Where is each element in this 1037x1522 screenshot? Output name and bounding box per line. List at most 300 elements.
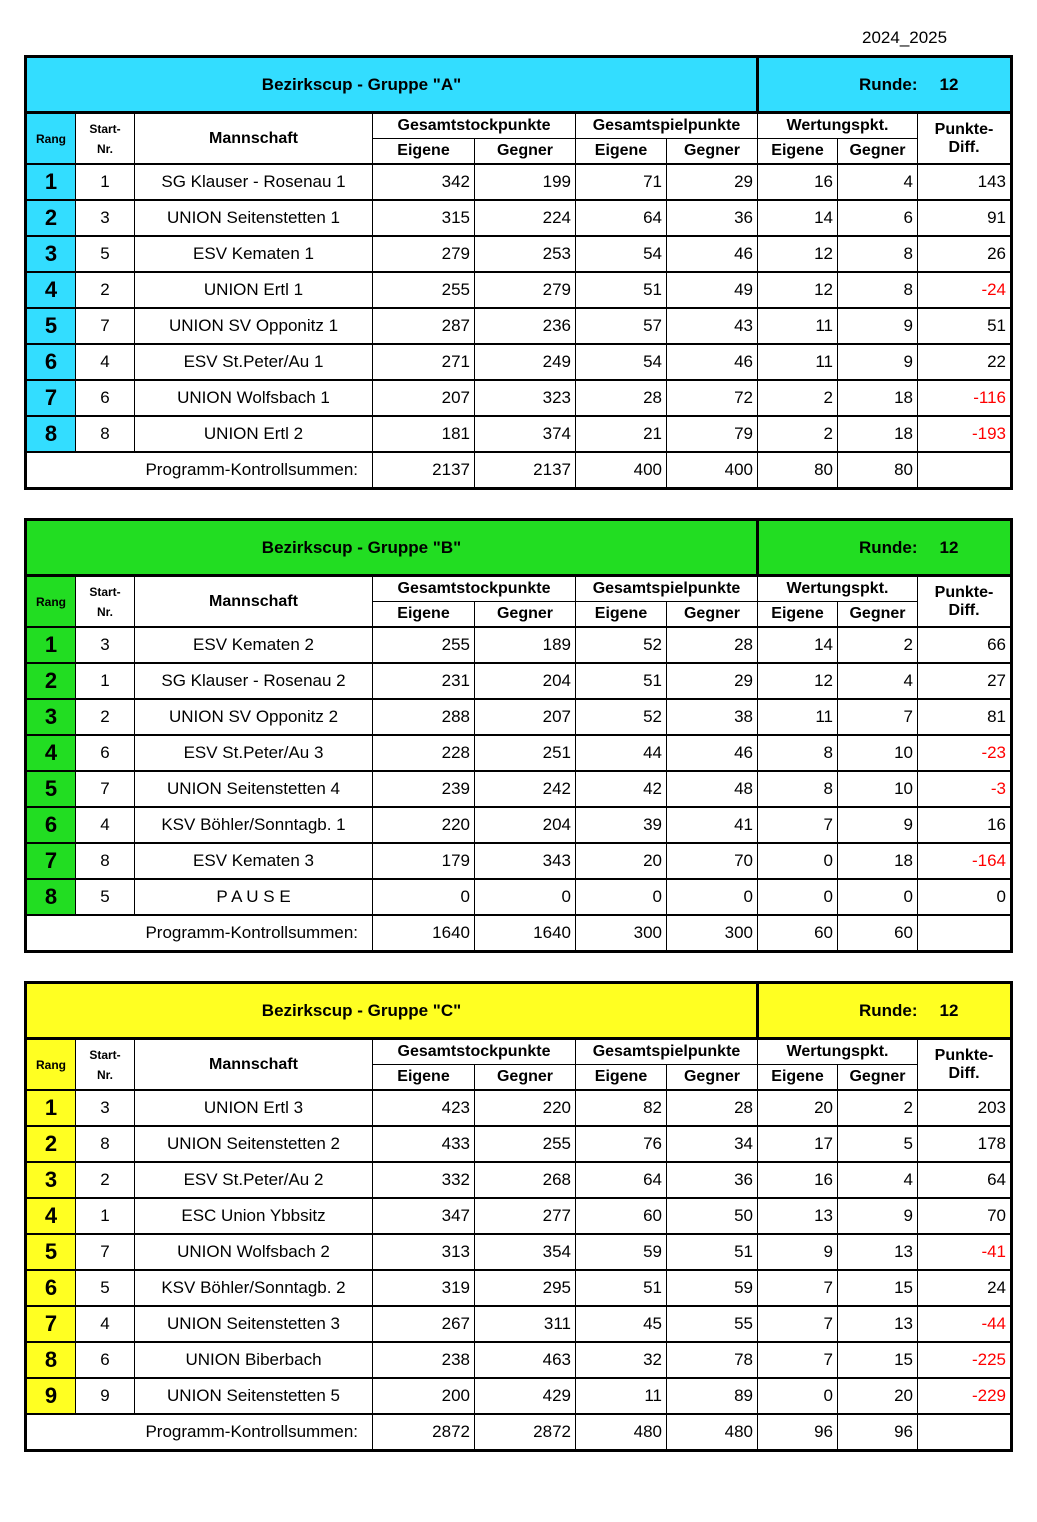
stockpunkte-eigene-cell: 287 — [373, 308, 475, 344]
wertung-gegner-cell: 9 — [838, 807, 918, 843]
standings-table — [24, 55, 1013, 490]
wertung-eigene-cell: 20 — [758, 1090, 838, 1126]
group-standings-0 — [24, 55, 1010, 490]
wertung-gegner-cell: 18 — [838, 416, 918, 452]
round-indicator — [758, 983, 1012, 1039]
standings-table — [24, 981, 1013, 1452]
wertung-gegner-cell: 15 — [838, 1270, 918, 1306]
wertung-eigene-cell: 7 — [758, 1342, 838, 1378]
spielpunkte-gegner-cell: 34 — [667, 1126, 758, 1162]
team-name-cell: UNION SV Opponitz 2 — [135, 699, 373, 735]
wertung-header: Wertungspkt. — [758, 113, 918, 139]
control-sum-row — [26, 915, 1012, 952]
sum-spielpunkte-gegner: 480 — [667, 1414, 758, 1451]
start-nr-cell: 5 — [76, 236, 135, 272]
spielpunkte-eigene-cell: 28 — [576, 380, 667, 416]
stockpunkte-eigene-cell: 342 — [373, 164, 475, 200]
diff-header — [918, 113, 1012, 165]
punkte-diff-cell: -229 — [918, 1378, 1012, 1414]
stockpunkte-gegner-cell: 242 — [475, 771, 576, 807]
spielpunkte-eigene-cell: 51 — [576, 663, 667, 699]
stockpunkte-gegner-cell: 374 — [475, 416, 576, 452]
stockpunkte-gegner-cell: 253 — [475, 236, 576, 272]
spielpunkte-eigene-cell: 51 — [576, 1270, 667, 1306]
rank-cell: 9 — [26, 1378, 76, 1414]
start-nr-cell: 5 — [76, 1270, 135, 1306]
round-label: Runde: — [859, 74, 918, 94]
punkte-diff-cell: -41 — [918, 1234, 1012, 1270]
rank-cell: 6 — [26, 807, 76, 843]
rank-cell: 1 — [26, 164, 76, 200]
rank-cell: 8 — [26, 879, 76, 915]
spielpunkte-header: Gesamtspielpunkte — [576, 1039, 758, 1065]
spielpunkte-header: Gesamtspielpunkte — [576, 113, 758, 139]
table-row — [26, 1090, 1012, 1126]
group-title: Bezirkscup - Gruppe "B" — [26, 520, 758, 576]
punkte-diff-cell: 81 — [918, 699, 1012, 735]
wertung-header: Wertungspkt. — [758, 1039, 918, 1065]
team-name-cell: ESV St.Peter/Au 2 — [135, 1162, 373, 1198]
spielpunkte-eigene-cell: 54 — [576, 236, 667, 272]
stockpunkte-eigene-cell: 279 — [373, 236, 475, 272]
team-name-cell: UNION Seitenstetten 5 — [135, 1378, 373, 1414]
stockpunkte-gegner-cell: 279 — [475, 272, 576, 308]
team-name-cell: ESV St.Peter/Au 3 — [135, 735, 373, 771]
gegner-subheader: Gegner — [667, 602, 758, 628]
start-nr-cell: 3 — [76, 200, 135, 236]
table-row — [26, 1378, 1012, 1414]
team-name-cell: ESV Kematen 3 — [135, 843, 373, 879]
start-nr-cell: 1 — [76, 1198, 135, 1234]
rank-cell: 8 — [26, 416, 76, 452]
punkte-diff-cell: 27 — [918, 663, 1012, 699]
sum-spielpunkte-gegner: 400 — [667, 452, 758, 489]
stockpunkte-gegner-cell: 249 — [475, 344, 576, 380]
team-name-cell: ESV Kematen 2 — [135, 627, 373, 663]
punkte-diff-cell: 203 — [918, 1090, 1012, 1126]
stockpunkte-eigene-cell: 347 — [373, 1198, 475, 1234]
table-row — [26, 663, 1012, 699]
wertung-eigene-cell: 11 — [758, 344, 838, 380]
punkte-diff-cell: -225 — [918, 1342, 1012, 1378]
sum-stockpunkte-gegner: 2137 — [475, 452, 576, 489]
wertung-eigene-cell: 13 — [758, 1198, 838, 1234]
spielpunkte-eigene-cell: 52 — [576, 627, 667, 663]
gegner-subheader: Gegner — [838, 602, 918, 628]
stockpunkte-gegner-cell: 311 — [475, 1306, 576, 1342]
round-value: 12 — [939, 1000, 959, 1020]
wertung-gegner-cell: 8 — [838, 236, 918, 272]
diff-header-line2: Diff. — [948, 1064, 980, 1082]
spielpunkte-eigene-cell: 20 — [576, 843, 667, 879]
wertung-eigene-cell: 0 — [758, 879, 838, 915]
spielpunkte-gegner-cell: 46 — [667, 236, 758, 272]
punkte-diff-cell: 26 — [918, 236, 1012, 272]
rank-cell: 4 — [26, 1198, 76, 1234]
wertung-gegner-cell: 8 — [838, 272, 918, 308]
team-name-cell: UNION Wolfsbach 1 — [135, 380, 373, 416]
team-header: Mannschaft — [135, 576, 373, 628]
eigene-subheader: Eigene — [373, 139, 475, 165]
sum-wertung-gegner: 60 — [838, 915, 918, 952]
punkte-diff-cell: -116 — [918, 380, 1012, 416]
spielpunkte-gegner-cell: 59 — [667, 1270, 758, 1306]
start-nr-header-line1: Start- — [89, 121, 121, 136]
table-row — [26, 807, 1012, 843]
wertung-eigene-cell: 0 — [758, 1378, 838, 1414]
start-nr-cell: 1 — [76, 164, 135, 200]
spielpunkte-gegner-cell: 43 — [667, 308, 758, 344]
spielpunkte-gegner-cell: 79 — [667, 416, 758, 452]
team-name-cell: UNION Ertl 3 — [135, 1090, 373, 1126]
wertung-gegner-cell: 4 — [838, 164, 918, 200]
team-name-cell: KSV Böhler/Sonntagb. 2 — [135, 1270, 373, 1306]
sum-spielpunkte-eigene: 400 — [576, 452, 667, 489]
start-nr-cell: 2 — [76, 1162, 135, 1198]
diff-header-line1: Punkte- — [934, 120, 994, 138]
spielpunkte-eigene-cell: 11 — [576, 1378, 667, 1414]
diff-header-line2: Diff. — [948, 138, 980, 156]
spielpunkte-eigene-cell: 44 — [576, 735, 667, 771]
table-row — [26, 1342, 1012, 1378]
wertung-eigene-cell: 0 — [758, 843, 838, 879]
spielpunkte-eigene-cell: 52 — [576, 699, 667, 735]
stockpunkte-gegner-cell: 255 — [475, 1126, 576, 1162]
punkte-diff-cell: 70 — [918, 1198, 1012, 1234]
spielpunkte-gegner-cell: 89 — [667, 1378, 758, 1414]
spielpunkte-gegner-cell: 78 — [667, 1342, 758, 1378]
standings-table — [24, 518, 1013, 953]
wertung-gegner-cell: 9 — [838, 308, 918, 344]
stockpunkte-eigene-cell: 288 — [373, 699, 475, 735]
spielpunkte-gegner-cell: 28 — [667, 1090, 758, 1126]
wertung-eigene-cell: 7 — [758, 807, 838, 843]
spielpunkte-eigene-cell: 64 — [576, 1162, 667, 1198]
round-value: 12 — [939, 537, 959, 557]
spielpunkte-gegner-cell: 38 — [667, 699, 758, 735]
wertung-gegner-cell: 15 — [838, 1342, 918, 1378]
punkte-diff-cell: 178 — [918, 1126, 1012, 1162]
sum-wertung-eigene: 96 — [758, 1414, 838, 1451]
team-name-cell: UNION SV Opponitz 1 — [135, 308, 373, 344]
start-nr-cell: 4 — [76, 344, 135, 380]
stockpunkte-gegner-cell: 343 — [475, 843, 576, 879]
control-sum-row — [26, 1414, 1012, 1451]
stockpunkte-gegner-cell: 236 — [475, 308, 576, 344]
stockpunkte-gegner-cell: 463 — [475, 1342, 576, 1378]
spielpunkte-eigene-cell: 57 — [576, 308, 667, 344]
punkte-diff-cell: 64 — [918, 1162, 1012, 1198]
stockpunkte-eigene-cell: 271 — [373, 344, 475, 380]
wertung-eigene-cell: 12 — [758, 272, 838, 308]
wertung-gegner-cell: 13 — [838, 1306, 918, 1342]
wertung-gegner-cell: 18 — [838, 380, 918, 416]
eigene-subheader: Eigene — [576, 1065, 667, 1091]
spielpunkte-eigene-cell: 21 — [576, 416, 667, 452]
table-row — [26, 272, 1012, 308]
rank-cell: 1 — [26, 627, 76, 663]
punkte-diff-cell: -164 — [918, 843, 1012, 879]
stockpunkte-eigene-cell: 207 — [373, 380, 475, 416]
diff-header-line1: Punkte- — [934, 583, 994, 601]
start-nr-cell: 3 — [76, 627, 135, 663]
wertung-eigene-cell: 14 — [758, 200, 838, 236]
start-nr-cell: 2 — [76, 272, 135, 308]
rank-cell: 6 — [26, 1270, 76, 1306]
rank-cell: 5 — [26, 308, 76, 344]
stockpunkte-gegner-cell: 277 — [475, 1198, 576, 1234]
punkte-diff-cell: 16 — [918, 807, 1012, 843]
wertung-eigene-cell: 12 — [758, 236, 838, 272]
stockpunkte-gegner-cell: 295 — [475, 1270, 576, 1306]
spielpunkte-gegner-cell: 36 — [667, 1162, 758, 1198]
table-row — [26, 1198, 1012, 1234]
punkte-diff-cell: 51 — [918, 308, 1012, 344]
team-header: Mannschaft — [135, 113, 373, 165]
stockpunkte-eigene-cell: 228 — [373, 735, 475, 771]
rank-cell: 1 — [26, 1090, 76, 1126]
start-nr-cell: 6 — [76, 735, 135, 771]
start-nr-cell: 3 — [76, 1090, 135, 1126]
sum-stockpunkte-eigene: 1640 — [373, 915, 475, 952]
table-row — [26, 344, 1012, 380]
spielpunkte-gegner-cell: 41 — [667, 807, 758, 843]
start-nr-cell: 6 — [76, 1342, 135, 1378]
diff-header-line2: Diff. — [948, 601, 980, 619]
control-sum-row — [26, 452, 1012, 489]
spielpunkte-eigene-cell: 54 — [576, 344, 667, 380]
start-nr-header — [76, 576, 135, 628]
wertung-gegner-cell: 5 — [838, 1126, 918, 1162]
stockpunkte-gegner-cell: 323 — [475, 380, 576, 416]
eigene-subheader: Eigene — [758, 139, 838, 165]
spielpunkte-gegner-cell: 70 — [667, 843, 758, 879]
start-nr-header-line1: Start- — [89, 1047, 121, 1062]
rank-cell: 7 — [26, 1306, 76, 1342]
punkte-diff-cell: -3 — [918, 771, 1012, 807]
stockpunkte-gegner-cell: 204 — [475, 663, 576, 699]
sum-wertung-gegner: 80 — [838, 452, 918, 489]
team-name-cell: SG Klauser - Rosenau 2 — [135, 663, 373, 699]
group-title: Bezirkscup - Gruppe "C" — [26, 983, 758, 1039]
wertung-eigene-cell: 7 — [758, 1306, 838, 1342]
eigene-subheader: Eigene — [373, 1065, 475, 1091]
wertung-eigene-cell: 8 — [758, 771, 838, 807]
table-row — [26, 879, 1012, 915]
wertung-eigene-cell: 11 — [758, 308, 838, 344]
start-nr-header-line1: Start- — [89, 584, 121, 599]
start-nr-header — [76, 113, 135, 165]
rank-cell: 2 — [26, 1126, 76, 1162]
wertung-eigene-cell: 11 — [758, 699, 838, 735]
punkte-diff-cell: 91 — [918, 200, 1012, 236]
punkte-diff-cell: 0 — [918, 879, 1012, 915]
stockpunkte-eigene-cell: 313 — [373, 1234, 475, 1270]
table-row — [26, 236, 1012, 272]
wertung-gegner-cell: 2 — [838, 627, 918, 663]
sum-spielpunkte-eigene: 480 — [576, 1414, 667, 1451]
stockpunkte-header: Gesamtstockpunkte — [373, 576, 576, 602]
sum-stockpunkte-gegner: 2872 — [475, 1414, 576, 1451]
table-row — [26, 380, 1012, 416]
stockpunkte-gegner-cell: 207 — [475, 699, 576, 735]
eigene-subheader: Eigene — [758, 1065, 838, 1091]
diff-header-line1: Punkte- — [934, 1046, 994, 1064]
sum-wertung-eigene: 60 — [758, 915, 838, 952]
group-standings-2 — [24, 981, 1010, 1452]
sum-spielpunkte-eigene: 300 — [576, 915, 667, 952]
rank-cell: 3 — [26, 236, 76, 272]
rank-cell: 8 — [26, 1342, 76, 1378]
wertung-gegner-cell: 4 — [838, 663, 918, 699]
round-label: Runde: — [859, 1000, 918, 1020]
table-row — [26, 1234, 1012, 1270]
stockpunkte-gegner-cell: 0 — [475, 879, 576, 915]
wertung-eigene-cell: 16 — [758, 164, 838, 200]
spielpunkte-gegner-cell: 50 — [667, 1198, 758, 1234]
wertung-eigene-cell: 8 — [758, 735, 838, 771]
team-name-cell: UNION Ertl 1 — [135, 272, 373, 308]
team-name-cell: SG Klauser - Rosenau 1 — [135, 164, 373, 200]
wertung-gegner-cell: 10 — [838, 735, 918, 771]
start-nr-header-line2: Nr. — [96, 1067, 113, 1082]
gegner-subheader: Gegner — [838, 139, 918, 165]
stockpunkte-gegner-cell: 251 — [475, 735, 576, 771]
sum-spielpunkte-gegner: 300 — [667, 915, 758, 952]
rank-cell: 3 — [26, 699, 76, 735]
table-row — [26, 1306, 1012, 1342]
spielpunkte-gegner-cell: 46 — [667, 344, 758, 380]
table-row — [26, 735, 1012, 771]
wertung-eigene-cell: 12 — [758, 663, 838, 699]
team-name-cell: P A U S E — [135, 879, 373, 915]
stockpunkte-eigene-cell: 181 — [373, 416, 475, 452]
punkte-diff-cell: 143 — [918, 164, 1012, 200]
spielpunkte-gegner-cell: 0 — [667, 879, 758, 915]
wertung-gegner-cell: 10 — [838, 771, 918, 807]
spielpunkte-gegner-cell: 49 — [667, 272, 758, 308]
punkte-diff-cell: -23 — [918, 735, 1012, 771]
stockpunkte-gegner-cell: 199 — [475, 164, 576, 200]
round-indicator — [758, 57, 1012, 113]
table-row — [26, 200, 1012, 236]
rang-header: Rang — [26, 576, 76, 628]
start-nr-cell: 8 — [76, 843, 135, 879]
spielpunkte-gegner-cell: 29 — [667, 663, 758, 699]
spielpunkte-eigene-cell: 0 — [576, 879, 667, 915]
stockpunkte-eigene-cell: 319 — [373, 1270, 475, 1306]
stockpunkte-gegner-cell: 189 — [475, 627, 576, 663]
spielpunkte-eigene-cell: 42 — [576, 771, 667, 807]
table-row — [26, 771, 1012, 807]
round-indicator — [758, 520, 1012, 576]
diff-header — [918, 576, 1012, 628]
start-nr-header — [76, 1039, 135, 1091]
control-sum-label: Programm-Kontrollsummen: — [26, 915, 373, 952]
stockpunkte-eigene-cell: 315 — [373, 200, 475, 236]
wertung-header: Wertungspkt. — [758, 576, 918, 602]
punkte-diff-cell: 24 — [918, 1270, 1012, 1306]
stockpunkte-eigene-cell: 238 — [373, 1342, 475, 1378]
start-nr-header-line2: Nr. — [96, 604, 113, 619]
wertung-gegner-cell: 9 — [838, 1198, 918, 1234]
rank-cell: 7 — [26, 843, 76, 879]
spielpunkte-eigene-cell: 60 — [576, 1198, 667, 1234]
start-nr-cell: 4 — [76, 807, 135, 843]
team-name-cell: UNION Seitenstetten 3 — [135, 1306, 373, 1342]
spielpunkte-header: Gesamtspielpunkte — [576, 576, 758, 602]
wertung-gegner-cell: 4 — [838, 1162, 918, 1198]
sum-stockpunkte-gegner: 1640 — [475, 915, 576, 952]
table-row — [26, 699, 1012, 735]
season-label: 2024_2025 — [862, 28, 948, 47]
round-label: Runde: — [859, 537, 918, 557]
start-nr-cell: 6 — [76, 380, 135, 416]
table-row — [26, 1126, 1012, 1162]
stockpunkte-gegner-cell: 220 — [475, 1090, 576, 1126]
spielpunkte-eigene-cell: 45 — [576, 1306, 667, 1342]
table-row — [26, 164, 1012, 200]
spielpunkte-eigene-cell: 32 — [576, 1342, 667, 1378]
wertung-gegner-cell: 9 — [838, 344, 918, 380]
wertung-gegner-cell: 20 — [838, 1378, 918, 1414]
table-row — [26, 843, 1012, 879]
team-name-cell: UNION Seitenstetten 2 — [135, 1126, 373, 1162]
start-nr-cell: 7 — [76, 308, 135, 344]
sum-wertung-eigene: 80 — [758, 452, 838, 489]
stockpunkte-gegner-cell: 429 — [475, 1378, 576, 1414]
stockpunkte-gegner-cell: 268 — [475, 1162, 576, 1198]
sum-wertung-gegner: 96 — [838, 1414, 918, 1451]
stockpunkte-eigene-cell: 220 — [373, 807, 475, 843]
team-name-cell: UNION Ertl 2 — [135, 416, 373, 452]
stockpunkte-eigene-cell: 255 — [373, 627, 475, 663]
punkte-diff-cell: -24 — [918, 272, 1012, 308]
rang-header: Rang — [26, 113, 76, 165]
stockpunkte-eigene-cell: 0 — [373, 879, 475, 915]
stockpunkte-eigene-cell: 200 — [373, 1378, 475, 1414]
stockpunkte-gegner-cell: 224 — [475, 200, 576, 236]
control-sum-label: Programm-Kontrollsummen: — [26, 1414, 373, 1451]
start-nr-cell: 8 — [76, 416, 135, 452]
punkte-diff-cell: 22 — [918, 344, 1012, 380]
punkte-diff-cell: -193 — [918, 416, 1012, 452]
stockpunkte-eigene-cell: 179 — [373, 843, 475, 879]
stockpunkte-header: Gesamtstockpunkte — [373, 1039, 576, 1065]
eigene-subheader: Eigene — [373, 602, 475, 628]
gegner-subheader: Gegner — [667, 139, 758, 165]
sum-diff-empty — [918, 452, 1012, 489]
start-nr-cell: 8 — [76, 1126, 135, 1162]
spielpunkte-eigene-cell: 76 — [576, 1126, 667, 1162]
wertung-gegner-cell: 2 — [838, 1090, 918, 1126]
start-nr-cell: 7 — [76, 771, 135, 807]
rank-cell: 5 — [26, 1234, 76, 1270]
team-name-cell: ESV St.Peter/Au 1 — [135, 344, 373, 380]
stockpunkte-eigene-cell: 433 — [373, 1126, 475, 1162]
table-row — [26, 308, 1012, 344]
round-value: 12 — [939, 74, 959, 94]
start-nr-cell: 5 — [76, 879, 135, 915]
start-nr-cell: 2 — [76, 699, 135, 735]
stockpunkte-gegner-cell: 354 — [475, 1234, 576, 1270]
rang-header: Rang — [26, 1039, 76, 1091]
start-nr-cell: 7 — [76, 1234, 135, 1270]
team-name-cell: KSV Böhler/Sonntagb. 1 — [135, 807, 373, 843]
team-name-cell: UNION Wolfsbach 2 — [135, 1234, 373, 1270]
rank-cell: 4 — [26, 735, 76, 771]
stockpunkte-eigene-cell: 332 — [373, 1162, 475, 1198]
